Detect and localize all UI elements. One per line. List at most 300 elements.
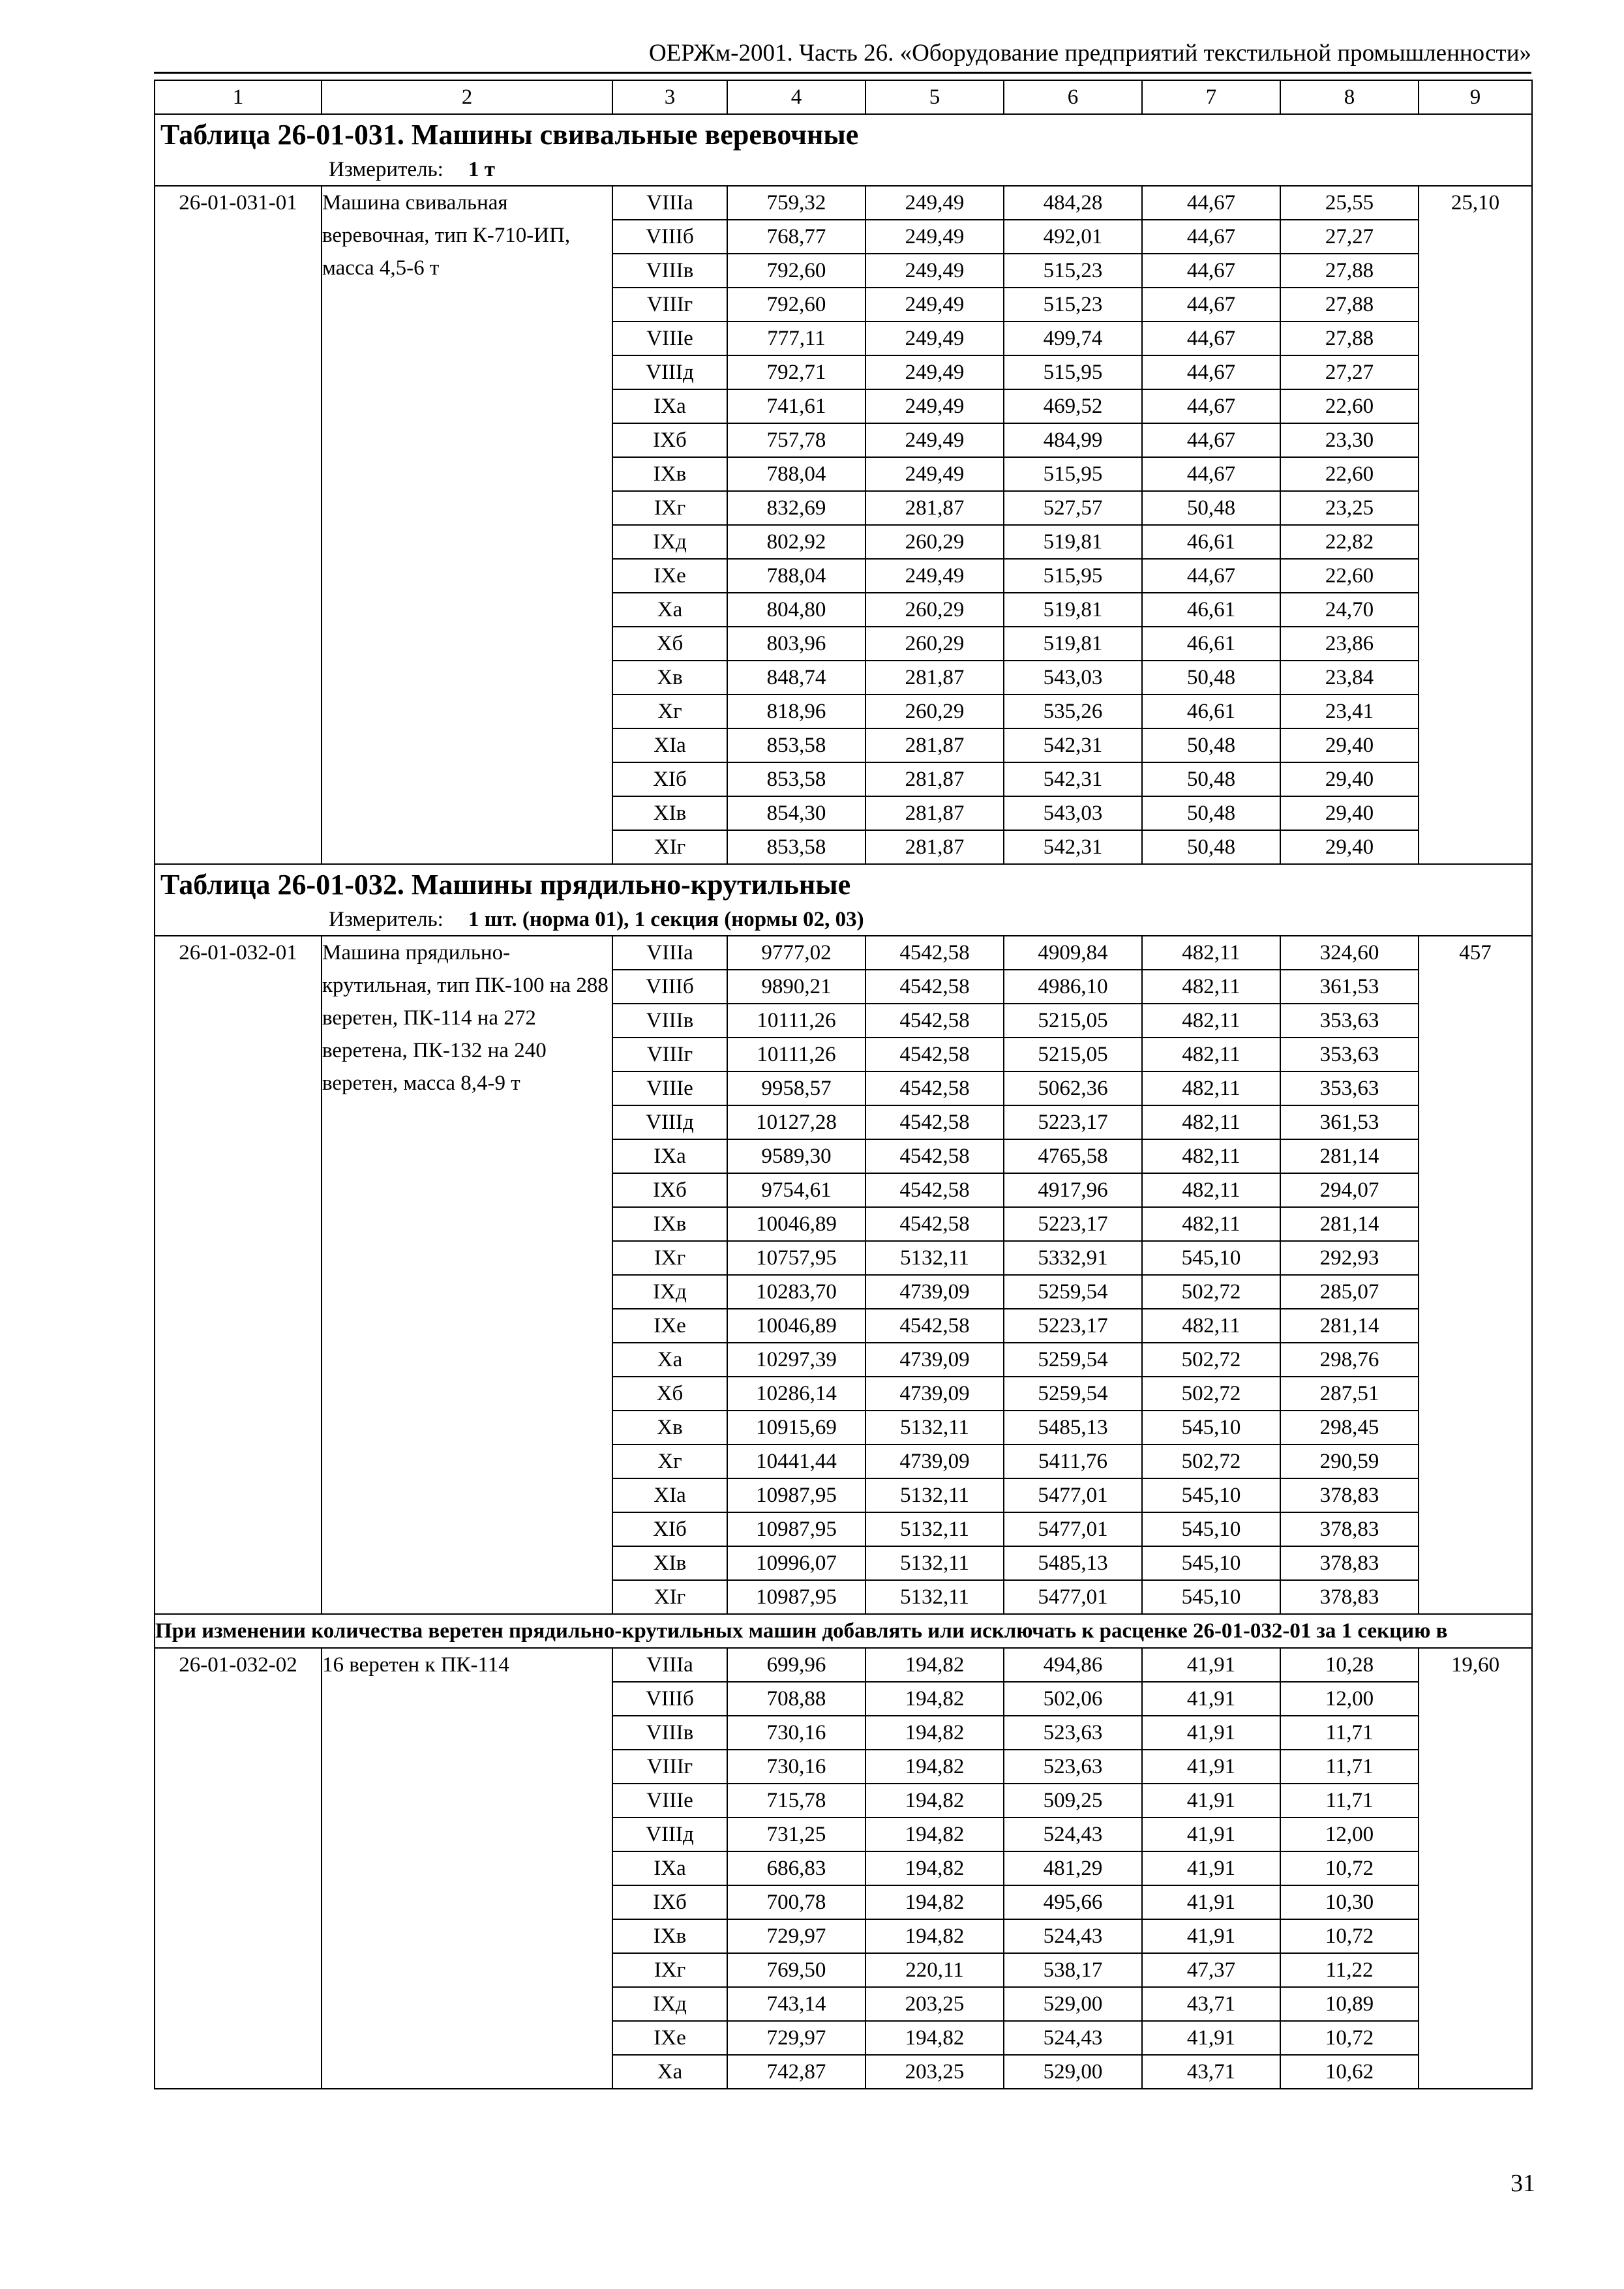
region-code: Xв [612, 661, 727, 695]
region-code: IXв [612, 1919, 727, 1953]
value-cell: 378,83 [1280, 1478, 1419, 1512]
value-cell: 495,66 [1004, 1885, 1142, 1919]
value-cell: 502,72 [1142, 1444, 1280, 1478]
rate-code: 26-01-031-01 [155, 186, 322, 864]
value-cell: 5259,54 [1004, 1343, 1142, 1377]
value-cell: 515,95 [1004, 457, 1142, 491]
labor-cost: 457 [1419, 936, 1532, 1614]
value-cell: 494,86 [1004, 1648, 1142, 1682]
value-cell: 10127,28 [727, 1105, 865, 1139]
value-cell: 5223,17 [1004, 1105, 1142, 1139]
value-cell: 527,57 [1004, 491, 1142, 525]
value-cell: 10283,70 [727, 1275, 865, 1309]
header-rule [154, 72, 1531, 74]
value-cell: 11,71 [1280, 1716, 1419, 1750]
value-cell: 23,84 [1280, 661, 1419, 695]
value-cell: 502,72 [1142, 1275, 1280, 1309]
value-cell: 524,43 [1004, 1818, 1142, 1851]
region-code: IXг [612, 1241, 727, 1275]
value-cell: 4986,10 [1004, 970, 1142, 1004]
value-cell: 10987,95 [727, 1512, 865, 1546]
value-cell: 260,29 [865, 593, 1004, 627]
value-cell: 287,51 [1280, 1377, 1419, 1411]
value-cell: 699,96 [727, 1648, 865, 1682]
value-cell: 519,81 [1004, 627, 1142, 661]
value-cell: 5132,11 [865, 1241, 1004, 1275]
value-cell: 50,48 [1142, 661, 1280, 695]
value-cell: 853,58 [727, 830, 865, 864]
table-title: Таблица 26-01-032. Машины прядильно-крутильные [160, 869, 851, 901]
value-cell: 11,71 [1280, 1750, 1419, 1784]
value-cell: 10987,95 [727, 1478, 865, 1512]
region-code: IXг [612, 491, 727, 525]
value-cell: 5132,11 [865, 1512, 1004, 1546]
value-cell: 768,77 [727, 220, 865, 254]
value-cell: 44,67 [1142, 254, 1280, 288]
value-cell: 281,14 [1280, 1309, 1419, 1343]
value-cell: 715,78 [727, 1784, 865, 1818]
value-cell: 4739,09 [865, 1444, 1004, 1478]
region-code: IXб [612, 423, 727, 457]
value-cell: 10,28 [1280, 1648, 1419, 1682]
value-cell: 29,40 [1280, 728, 1419, 762]
value-cell: 194,82 [865, 1682, 1004, 1716]
value-cell: 249,49 [865, 254, 1004, 288]
value-cell: 545,10 [1142, 1241, 1280, 1275]
value-cell: 502,72 [1142, 1377, 1280, 1411]
value-cell: 4542,58 [865, 1173, 1004, 1207]
value-cell: 22,60 [1280, 389, 1419, 423]
region-code: VIIIг [612, 288, 727, 322]
value-cell: 22,60 [1280, 559, 1419, 593]
value-cell: 10,72 [1280, 1919, 1419, 1953]
value-cell: 41,91 [1142, 1648, 1280, 1682]
value-cell: 23,86 [1280, 627, 1419, 661]
value-cell: 27,88 [1280, 254, 1419, 288]
value-cell: 10,72 [1280, 1851, 1419, 1885]
value-cell: 44,67 [1142, 457, 1280, 491]
value-cell: 44,67 [1142, 389, 1280, 423]
region-code: VIIIв [612, 1716, 727, 1750]
value-cell: 4739,09 [865, 1343, 1004, 1377]
value-cell: 529,00 [1004, 2055, 1142, 2089]
value-cell: 10,72 [1280, 2021, 1419, 2055]
column-header: 4 [727, 80, 865, 114]
region-code: Xг [612, 1444, 727, 1478]
region-code: IXд [612, 525, 727, 559]
value-cell: 298,76 [1280, 1343, 1419, 1377]
value-cell: 509,25 [1004, 1784, 1142, 1818]
value-cell: 10,30 [1280, 1885, 1419, 1919]
value-cell: 5477,01 [1004, 1512, 1142, 1546]
value-cell: 281,87 [865, 830, 1004, 864]
value-cell: 4765,58 [1004, 1139, 1142, 1173]
note-row [155, 1614, 1532, 1648]
value-cell: 41,91 [1142, 1919, 1280, 1953]
value-cell: 4542,58 [865, 1105, 1004, 1139]
value-cell: 5215,05 [1004, 1038, 1142, 1071]
value-cell: 759,32 [727, 186, 865, 220]
value-cell: 545,10 [1142, 1580, 1280, 1614]
region-code: IXв [612, 457, 727, 491]
region-code: IXа [612, 1851, 727, 1885]
value-cell: 203,25 [865, 1987, 1004, 2021]
value-cell: 515,95 [1004, 355, 1142, 389]
value-cell: 482,11 [1142, 1004, 1280, 1038]
value-cell: 5132,11 [865, 1546, 1004, 1580]
value-cell: 194,82 [865, 1750, 1004, 1784]
value-cell: 524,43 [1004, 2021, 1142, 2055]
value-cell: 729,97 [727, 2021, 865, 2055]
value-cell: 324,60 [1280, 936, 1419, 970]
value-cell: 290,59 [1280, 1444, 1419, 1478]
value-cell: 729,97 [727, 1919, 865, 1953]
rate-code: 26-01-032-01 [155, 936, 322, 1614]
value-cell: 792,71 [727, 355, 865, 389]
value-cell: 10987,95 [727, 1580, 865, 1614]
value-cell: 5132,11 [865, 1478, 1004, 1512]
region-code: VIIIд [612, 1818, 727, 1851]
value-cell: 802,92 [727, 525, 865, 559]
region-code: IXг [612, 1953, 727, 1987]
value-cell: 502,72 [1142, 1343, 1280, 1377]
value-cell: 469,52 [1004, 389, 1142, 423]
value-cell: 482,11 [1142, 1173, 1280, 1207]
value-cell: 545,10 [1142, 1478, 1280, 1512]
region-code: IXв [612, 1207, 727, 1241]
region-code: XIб [612, 762, 727, 796]
region-code: XIв [612, 796, 727, 830]
value-cell: 10046,89 [727, 1309, 865, 1343]
region-code: IXа [612, 1139, 727, 1173]
value-cell: 5223,17 [1004, 1309, 1142, 1343]
value-cell: 482,11 [1142, 1105, 1280, 1139]
region-code: XIа [612, 1478, 727, 1512]
region-code: Xв [612, 1411, 727, 1444]
region-code: XIб [612, 1512, 727, 1546]
value-cell: 515,23 [1004, 254, 1142, 288]
value-cell: 22,60 [1280, 457, 1419, 491]
value-cell: 499,74 [1004, 322, 1142, 355]
region-code: VIIIа [612, 186, 727, 220]
unit-line [155, 905, 1531, 935]
value-cell: 9754,61 [727, 1173, 865, 1207]
value-cell: 5477,01 [1004, 1580, 1142, 1614]
value-cell: 10757,95 [727, 1241, 865, 1275]
value-cell: 545,10 [1142, 1411, 1280, 1444]
value-cell: 10,62 [1280, 2055, 1419, 2089]
value-cell: 5485,13 [1004, 1546, 1142, 1580]
value-cell: 708,88 [727, 1682, 865, 1716]
value-cell: 731,25 [727, 1818, 865, 1851]
value-cell: 542,31 [1004, 830, 1142, 864]
value-cell: 281,14 [1280, 1139, 1419, 1173]
value-cell: 730,16 [727, 1750, 865, 1784]
labor-cost: 25,10 [1419, 186, 1532, 864]
value-cell: 194,82 [865, 1818, 1004, 1851]
value-cell: 23,30 [1280, 423, 1419, 457]
value-cell: 757,78 [727, 423, 865, 457]
value-cell: 730,16 [727, 1716, 865, 1750]
value-cell: 249,49 [865, 423, 1004, 457]
value-cell: 294,07 [1280, 1173, 1419, 1207]
unit-value: 1 т [468, 158, 495, 181]
region-code: VIIIг [612, 1038, 727, 1071]
value-cell: 4542,58 [865, 1207, 1004, 1241]
column-header: 7 [1142, 80, 1280, 114]
table-title-row [155, 864, 1532, 936]
value-cell: 29,40 [1280, 830, 1419, 864]
value-cell: 4542,58 [865, 970, 1004, 1004]
value-cell: 4542,58 [865, 1309, 1004, 1343]
value-cell: 545,10 [1142, 1512, 1280, 1546]
value-cell: 27,88 [1280, 322, 1419, 355]
value-cell: 361,53 [1280, 970, 1419, 1004]
table-title-row [155, 114, 1532, 186]
region-code: VIIIа [612, 936, 727, 970]
value-cell: 43,71 [1142, 2055, 1280, 2089]
value-cell: 23,41 [1280, 695, 1419, 728]
region-code: IXд [612, 1987, 727, 2021]
value-cell: 10286,14 [727, 1377, 865, 1411]
value-cell: 10297,39 [727, 1343, 865, 1377]
column-header: 8 [1280, 80, 1419, 114]
value-cell: 281,87 [865, 728, 1004, 762]
value-cell: 792,60 [727, 254, 865, 288]
value-cell: 853,58 [727, 762, 865, 796]
value-cell: 5132,11 [865, 1411, 1004, 1444]
value-cell: 249,49 [865, 288, 1004, 322]
value-cell: 482,11 [1142, 1139, 1280, 1173]
value-cell: 44,67 [1142, 186, 1280, 220]
region-code: VIIIг [612, 1750, 727, 1784]
unit-label: Измеритель: [329, 908, 444, 931]
region-code: IXе [612, 2021, 727, 2055]
value-cell: 5215,05 [1004, 1004, 1142, 1038]
value-cell: 482,11 [1142, 970, 1280, 1004]
value-cell: 194,82 [865, 2021, 1004, 2055]
value-cell: 9890,21 [727, 970, 865, 1004]
value-cell: 10111,26 [727, 1038, 865, 1071]
value-cell: 12,00 [1280, 1818, 1419, 1851]
value-cell: 46,61 [1142, 627, 1280, 661]
value-cell: 832,69 [727, 491, 865, 525]
region-code: IXд [612, 1275, 727, 1309]
value-cell: 788,04 [727, 457, 865, 491]
value-cell: 4917,96 [1004, 1173, 1142, 1207]
value-cell: 11,71 [1280, 1784, 1419, 1818]
value-cell: 741,61 [727, 389, 865, 423]
value-cell: 194,82 [865, 1648, 1004, 1682]
value-cell: 686,83 [727, 1851, 865, 1885]
unit-label: Измеритель: [329, 158, 444, 181]
value-cell: 10,89 [1280, 1987, 1419, 2021]
value-cell: 41,91 [1142, 1818, 1280, 1851]
value-cell: 10441,44 [727, 1444, 865, 1478]
value-cell: 194,82 [865, 1851, 1004, 1885]
value-cell: 46,61 [1142, 695, 1280, 728]
value-cell: 5062,36 [1004, 1071, 1142, 1105]
value-cell: 502,06 [1004, 1682, 1142, 1716]
value-cell: 854,30 [727, 796, 865, 830]
table-section-header [155, 114, 1532, 186]
value-cell: 44,67 [1142, 322, 1280, 355]
value-cell: 46,61 [1142, 525, 1280, 559]
value-cell: 523,63 [1004, 1750, 1142, 1784]
value-cell: 361,53 [1280, 1105, 1419, 1139]
value-cell: 482,11 [1142, 1071, 1280, 1105]
value-cell: 484,28 [1004, 186, 1142, 220]
value-cell: 27,88 [1280, 288, 1419, 322]
rate-description: 16 веретен к ПК-114 [322, 1648, 612, 2089]
value-cell: 249,49 [865, 355, 1004, 389]
value-cell: 281,87 [865, 796, 1004, 830]
value-cell: 4542,58 [865, 1004, 1004, 1038]
region-code: Xб [612, 627, 727, 661]
value-cell: 10915,69 [727, 1411, 865, 1444]
region-code: XIв [612, 1546, 727, 1580]
unit-line [155, 155, 1531, 185]
rate-description: Машина прядильно-крутильная, тип ПК-100 на 288 веретен, ПК-114 на 272 веретена, ПК-132 на 240 веретен, масса 8,4-9 т [322, 936, 612, 1614]
value-cell: 4542,58 [865, 1038, 1004, 1071]
value-cell: 482,11 [1142, 1309, 1280, 1343]
value-cell: 4739,09 [865, 1275, 1004, 1309]
value-cell: 804,80 [727, 593, 865, 627]
value-cell: 853,58 [727, 728, 865, 762]
value-cell: 515,23 [1004, 288, 1142, 322]
value-cell: 5259,54 [1004, 1275, 1142, 1309]
value-cell: 249,49 [865, 389, 1004, 423]
table-row [155, 1648, 1532, 1682]
value-cell: 41,91 [1142, 2021, 1280, 2055]
value-cell: 44,67 [1142, 559, 1280, 593]
value-cell: 5332,91 [1004, 1241, 1142, 1275]
value-cell: 482,11 [1142, 936, 1280, 970]
value-cell: 281,14 [1280, 1207, 1419, 1241]
value-cell: 29,40 [1280, 796, 1419, 830]
value-cell: 700,78 [727, 1885, 865, 1919]
value-cell: 481,29 [1004, 1851, 1142, 1885]
value-cell: 523,63 [1004, 1716, 1142, 1750]
value-cell: 47,37 [1142, 1953, 1280, 1987]
value-cell: 50,48 [1142, 830, 1280, 864]
region-code: Xа [612, 593, 727, 627]
value-cell: 378,83 [1280, 1512, 1419, 1546]
value-cell: 281,87 [865, 661, 1004, 695]
value-cell: 538,17 [1004, 1953, 1142, 1987]
value-cell: 519,81 [1004, 593, 1142, 627]
value-cell: 535,26 [1004, 695, 1142, 728]
value-cell: 4739,09 [865, 1377, 1004, 1411]
region-code: VIIIб [612, 1682, 727, 1716]
value-cell: 44,67 [1142, 423, 1280, 457]
value-cell: 281,87 [865, 491, 1004, 525]
value-cell: 5223,17 [1004, 1207, 1142, 1241]
value-cell: 220,11 [865, 1953, 1004, 1987]
table-row [155, 186, 1532, 220]
labor-cost: 19,60 [1419, 1648, 1532, 2089]
value-cell: 529,00 [1004, 1987, 1142, 2021]
region-code: XIа [612, 728, 727, 762]
value-cell: 298,45 [1280, 1411, 1419, 1444]
value-cell: 524,43 [1004, 1919, 1142, 1953]
value-cell: 249,49 [865, 220, 1004, 254]
value-cell: 249,49 [865, 457, 1004, 491]
value-cell: 25,55 [1280, 186, 1419, 220]
value-cell: 41,91 [1142, 1885, 1280, 1919]
value-cell: 10111,26 [727, 1004, 865, 1038]
value-cell: 5411,76 [1004, 1444, 1142, 1478]
region-code: IXб [612, 1173, 727, 1207]
region-code: VIIIв [612, 1004, 727, 1038]
value-cell: 353,63 [1280, 1038, 1419, 1071]
region-code: XIг [612, 830, 727, 864]
region-code: Xб [612, 1377, 727, 1411]
value-cell: 543,03 [1004, 796, 1142, 830]
value-cell: 818,96 [727, 695, 865, 728]
value-cell: 792,60 [727, 288, 865, 322]
value-cell: 281,87 [865, 762, 1004, 796]
value-cell: 27,27 [1280, 355, 1419, 389]
value-cell: 50,48 [1142, 728, 1280, 762]
value-cell: 43,71 [1142, 1987, 1280, 2021]
column-header: 1 [155, 80, 322, 114]
region-code: IXа [612, 389, 727, 423]
value-cell: 29,40 [1280, 762, 1419, 796]
unit-value: 1 шт. (норма 01), 1 секция (нормы 02, 03) [468, 908, 864, 931]
value-cell: 4909,84 [1004, 936, 1142, 970]
value-cell: 12,00 [1280, 1682, 1419, 1716]
value-cell: 9777,02 [727, 936, 865, 970]
value-cell: 249,49 [865, 559, 1004, 593]
value-cell: 41,91 [1142, 1784, 1280, 1818]
value-cell: 5485,13 [1004, 1411, 1142, 1444]
value-cell: 292,93 [1280, 1241, 1419, 1275]
region-code: VIIIб [612, 970, 727, 1004]
value-cell: 519,81 [1004, 525, 1142, 559]
value-cell: 11,22 [1280, 1953, 1419, 1987]
region-code: Xа [612, 1343, 727, 1377]
value-cell: 22,82 [1280, 525, 1419, 559]
value-cell: 23,25 [1280, 491, 1419, 525]
value-cell: 50,48 [1142, 491, 1280, 525]
region-code: Xг [612, 695, 727, 728]
value-cell: 194,82 [865, 1919, 1004, 1953]
column-header: 9 [1419, 80, 1532, 114]
region-code: VIIIе [612, 1784, 727, 1818]
rates-table [154, 80, 1533, 2089]
note-text: При изменении количества веретен прядильно-крутильных машин добавлять или исключать к расценке 26-01-032-01 за 1 секцию в [155, 1614, 1532, 1648]
value-cell: 41,91 [1142, 1682, 1280, 1716]
value-cell: 5477,01 [1004, 1478, 1142, 1512]
value-cell: 50,48 [1142, 796, 1280, 830]
value-cell: 545,10 [1142, 1546, 1280, 1580]
value-cell: 27,27 [1280, 220, 1419, 254]
value-cell: 249,49 [865, 322, 1004, 355]
region-code: XIг [612, 1580, 727, 1614]
value-cell: 10996,07 [727, 1546, 865, 1580]
value-cell: 44,67 [1142, 220, 1280, 254]
rate-description: Машина свивальная веревочная, тип К-710-ИП, масса 4,5-6 т [322, 186, 612, 864]
region-code: IXе [612, 559, 727, 593]
value-cell: 482,11 [1142, 1207, 1280, 1241]
value-cell: 260,29 [865, 695, 1004, 728]
value-cell: 4542,58 [865, 1139, 1004, 1173]
region-code: IXе [612, 1309, 727, 1343]
value-cell: 41,91 [1142, 1716, 1280, 1750]
value-cell: 743,14 [727, 1987, 865, 2021]
rate-code: 26-01-032-02 [155, 1648, 322, 2089]
